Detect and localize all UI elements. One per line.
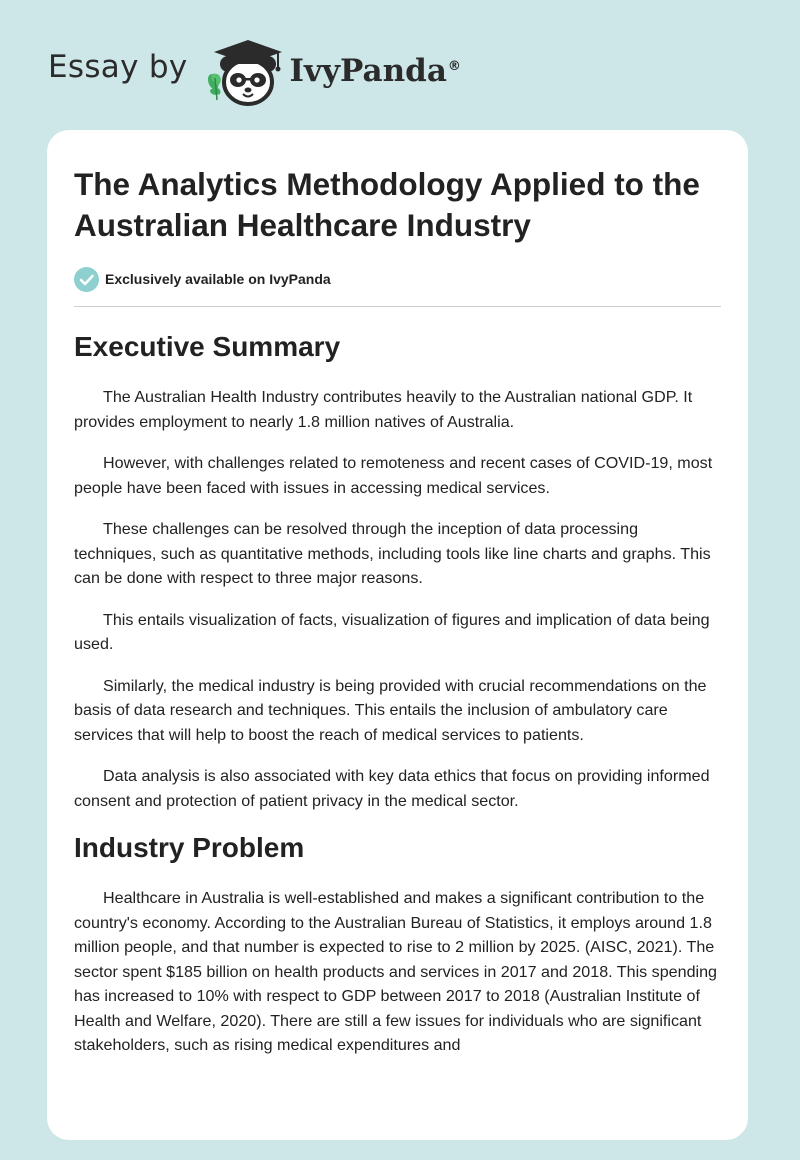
paragraph: Healthcare in Australia is well-established and makes a significant contribution to the country's economy. According to the Australian Bureau of Statistics, it employs around 1.8 million people, and that number is expected to rise to 2 million by 2025. (AISC, 2021). The sector spent $185 billion on health products and services in 2017 and 2018. This spending has increased to 10% with respect to GDP between 2017 to 2018 (Australian Institute of Health and Welfare, 2020). There are still a few issues for individuals who are significant stakeholders, such as rising medical expenditures and — [74, 889, 717, 1054]
article-card — [47, 130, 748, 1140]
panda-graduate-icon[interactable] — [202, 30, 288, 110]
article-title: The Analytics Methodology Applied to the Australian Healthcare Industry — [74, 166, 700, 243]
paragraph: These challenges can be resolved through the inception of data processing techniques, such as quantitative methods, including tools like line charts and graphs. This can be done with respect to three major reasons. — [74, 520, 711, 587]
site-header — [48, 30, 461, 110]
paragraph: Data analysis is also associated with key data ethics that focus on providing informed consent and protection of patient privacy in the medical sector. — [74, 767, 710, 810]
check-circle-icon — [74, 267, 99, 292]
brand-name[interactable]: IvyPanda® — [289, 53, 461, 89]
exclusive-label: Exclusively available on IvyPanda — [105, 271, 331, 287]
section-executive-summary — [74, 329, 721, 813]
paragraph: However, with challenges related to remoteness and recent cases of COVID-19, most people have been faced with issues in accessing medical services. — [74, 454, 713, 497]
essay-by-label: Essay by — [48, 49, 188, 85]
paragraph: The Australian Health Industry contributes heavily to the Australian national GDP. It provides employment to nearly 1.8 million natives of Australia. — [74, 388, 693, 431]
paragraph: Similarly, the medical industry is being provided with crucial recommendations on the basis of data research and techniques. This entails the inclusion of ambulatory care services that will help to boost the reach of medical services to patients. — [74, 676, 707, 744]
exclusive-badge — [74, 266, 721, 307]
section-heading: Industry Problem — [74, 832, 305, 863]
section-heading: Executive Summary — [74, 331, 341, 362]
paragraph: This entails visualization of facts, visualization of figures and implication of data being used. — [74, 610, 710, 653]
section-industry-problem — [74, 830, 721, 1058]
